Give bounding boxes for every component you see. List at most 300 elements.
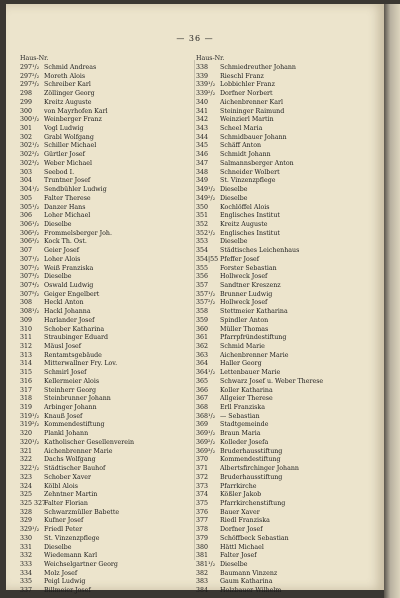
list-item [20,387,200,396]
list-item [196,125,376,134]
house-number: 302¹/₂ [20,142,40,150]
list-item [196,517,376,526]
left-entry-list [20,64,200,596]
resident-name: Schäff Anton [220,142,262,150]
house-number: 379 [196,534,209,542]
resident-name: Schöffbeck Sebastian [220,534,289,542]
resident-name: Heckl Anton [44,299,84,307]
list-item [20,247,200,256]
house-number: 354 [196,247,209,255]
house-number: 363 [196,351,209,359]
list-item [196,142,376,151]
list-item [196,221,376,230]
house-number: 305¹/₂ [20,203,40,211]
list-item [20,334,200,343]
list-item [20,282,200,291]
list-item [20,186,200,195]
list-item [20,108,200,117]
house-number: 333 [20,560,33,568]
house-number: 346 [196,151,209,159]
resident-name: Danzer Hans [44,203,86,211]
resident-name: Städtischer Bauhof [44,465,106,473]
resident-name: Mitterwallner Fry. Lov. [44,360,118,368]
list-item [196,456,376,465]
resident-name: Schober Xaver [44,473,91,481]
house-number: 315 [20,369,33,377]
house-number: 342 [196,116,209,124]
house-number: 339 [196,72,209,80]
list-item [20,535,200,544]
resident-name: Lettenbauer Marie [220,369,281,377]
resident-name: Gürtler Josef [44,151,85,159]
list-item [20,517,200,526]
house-number: 302²/₂ [20,151,40,159]
resident-name: Aichenbrenner Marie [44,447,113,455]
house-number: 320¹/₂ [20,438,40,446]
house-number: 324 [20,482,33,490]
list-item [20,369,200,378]
house-number: 318 [20,395,33,403]
house-number: 322¹/₂ [20,465,40,473]
right-entry-list [196,64,376,596]
house-number: 368¹/₂ [196,412,216,420]
house-number: 366 [196,386,209,394]
list-item [20,81,200,90]
resident-name: Grabl Wolfgang [44,133,94,141]
resident-name: Englisches Institut [220,212,280,220]
list-item [20,587,200,596]
house-number: 349 [196,177,209,185]
list-item [20,483,200,492]
list-item [196,360,376,369]
house-number: 357 [196,281,209,289]
resident-name: Schmidt Johann [220,151,271,159]
list-item [196,195,376,204]
list-item [20,509,200,518]
resident-name: Bruderhausstiftung [220,447,283,455]
resident-name: Pfarrkirche [220,482,257,490]
list-item [196,404,376,413]
list-item [20,317,200,326]
house-number: 325 327 [20,499,47,507]
house-number: 319¹/₂ [20,412,40,420]
right-column-header: Haus-Nr. [196,55,225,62]
list-item [20,343,200,352]
resident-name: Städtisches Leichenhaus [220,247,300,255]
list-item [196,552,376,561]
house-number: 369¹/₂ [196,430,216,438]
list-item [196,578,376,587]
resident-name: Haller Georg [220,360,262,368]
resident-name: Sandtner Kreszenz [220,281,281,289]
resident-name: Steinherr Georg [44,386,97,394]
list-item [196,177,376,186]
house-number: 299 [20,98,33,106]
list-item [20,544,200,553]
list-item [196,561,376,570]
list-item [196,186,376,195]
list-item [196,535,376,544]
resident-name: Steininger Raimund [220,107,285,115]
house-number: 312 [20,343,33,350]
house-number: 343 [196,125,209,133]
list-item [20,73,200,82]
resident-name: Pfarrpfründestiftung [220,334,287,342]
house-number: 300¹/₂ [20,116,40,124]
list-item [196,378,376,387]
house-number: 307¹/₂ [20,255,40,263]
resident-name: Kellermeier Alois [44,377,100,385]
resident-name: Schmiedreuther Johann [220,64,296,71]
house-number: 306²/₂ [20,229,40,237]
list-item [196,326,376,335]
list-item [20,448,200,457]
left-column [20,54,200,596]
resident-name: Riedl Franziska [220,517,270,525]
resident-name: Schneider Wolbert [220,168,280,176]
list-item [196,474,376,483]
resident-name: Weinzierl Martin [220,116,274,124]
list-item [196,282,376,291]
resident-name: Holzbauer Wilhelm [220,587,282,595]
house-number: 302³/₂ [20,159,40,167]
resident-name: Geier Josef [44,247,80,255]
house-number: 384 [196,587,209,595]
house-number: 329¹/₂ [20,526,40,534]
house-number: 371 [196,465,209,473]
house-number: 307 [20,247,33,255]
resident-name: Billmeier Josef [44,587,91,595]
list-item [20,99,200,108]
resident-name: Geiger Engelbert [44,290,100,298]
house-number: 338 [196,64,209,71]
list-item [20,526,200,535]
list-item [20,360,200,369]
house-number: 353 [196,238,209,246]
list-item [20,134,200,143]
house-number: 325 [20,491,33,499]
page-number: — 36 — [176,34,214,43]
resident-name: — Sebastian [220,412,260,420]
resident-name: Oswald Ludwig [44,281,94,289]
house-number: 357²/₂ [196,299,216,307]
resident-name: Hollweck Josef [220,273,268,281]
list-item [196,64,376,73]
list-item [196,134,376,143]
list-item [196,413,376,422]
list-item [196,395,376,404]
resident-name: Kufner Josef [44,517,84,525]
list-item [196,247,376,256]
house-number: 303 [20,168,33,176]
resident-name: Schiller Michael [44,142,97,150]
house-number: 319²/₂ [20,421,40,429]
list-item [20,465,200,474]
resident-name: St. Vinzenzpflege [44,534,100,542]
house-number: 381 [196,552,209,560]
list-item [196,204,376,213]
resident-name: Kommendestiftung [44,421,105,429]
resident-name: Forster Sebastian [220,264,277,272]
house-number: 355 [196,264,209,272]
resident-name: Braun Maria [220,430,261,438]
list-item [196,509,376,518]
resident-name: Knauß Josef [44,412,83,420]
resident-name: Allgeier Therese [220,395,273,403]
resident-name: Lobbichler Franz [220,81,275,89]
list-item [196,160,376,169]
resident-name: Kolleder Josefa [220,438,269,446]
house-number: 359 [196,316,209,324]
resident-name: Mäusl Josef [44,343,82,350]
resident-name: Weinberger Franz [44,116,102,124]
list-item [196,526,376,535]
right-column [196,54,376,596]
resident-name: Frommelsberger Joh. [44,229,112,237]
list-item [20,395,200,404]
list-item [20,169,200,178]
house-number: 352 [196,220,209,228]
resident-name: Kochlöffel Alois [220,203,270,211]
resident-name: Falter Florian [44,499,88,507]
resident-name: Straubinger Eduard [44,334,109,342]
resident-name: Rentamtsgebäude [44,351,102,359]
list-item [20,326,200,335]
list-item [20,430,200,439]
resident-name: Aichenbrenner Karl [220,98,284,106]
house-number: 306³/₂ [20,238,40,246]
house-number: 350 [196,203,209,211]
resident-name: Pfeffer Josef [220,255,260,263]
house-number: 370 [196,456,209,464]
resident-name: Kommendestiftung [220,456,281,464]
house-number: 340 [196,98,209,106]
list-item [196,238,376,247]
list-item [20,204,200,213]
house-number: 339²/₂ [196,90,216,98]
resident-name: Weichselgartner Georg [44,560,118,568]
house-number: 373 [196,482,209,490]
list-item [20,421,200,430]
resident-name: Zehntner Martin [44,491,98,499]
list-item [20,230,200,239]
list-item [20,212,200,221]
house-number: 307²/₂ [20,264,40,272]
house-number: 369³/₂ [196,447,216,455]
resident-name: Gaum Katharina [220,578,273,586]
resident-name: Truntner Josef [44,177,91,185]
resident-name: Stettmeier Katharina [220,308,288,316]
list-item [196,90,376,99]
house-number: 306¹/₂ [20,220,40,228]
list-item [20,125,200,134]
resident-name: Kreitz Auguste [44,98,92,106]
house-number: 308¹/₂ [20,308,40,316]
list-item [196,265,376,274]
list-item [20,177,200,186]
resident-name: Brunner Ludwig [220,290,273,298]
resident-name: Wiedemann Karl [44,552,98,560]
house-number: 375 [196,499,209,507]
list-item [20,256,200,265]
resident-name: Bauer Xaver [220,508,260,516]
list-item [196,99,376,108]
house-number: 310 [20,325,33,333]
house-number: 367 [196,395,209,403]
house-number: 297¹/₂ [20,64,40,71]
house-number: 349²/₂ [196,194,216,202]
list-item [196,230,376,239]
list-item [196,73,376,82]
house-number: 328 [20,508,33,516]
house-number: 316 [20,377,33,385]
list-item [20,456,200,465]
resident-name: Pfarrkirchenstiftung [220,499,286,507]
house-number: 344 [196,133,209,141]
list-item [196,483,376,492]
house-number: 358 [196,308,209,316]
resident-name: Schober Katharina [44,325,105,333]
list-item [20,160,200,169]
list-item [196,256,376,265]
list-item [196,151,376,160]
house-number: 345 [196,142,209,150]
resident-name: Stadtgemeinde [220,421,269,429]
resident-name: Erll Franziska [220,404,265,412]
house-number: 323 [20,473,33,481]
house-number: 347 [196,159,209,167]
house-number: 337 [20,587,33,595]
house-number: 356 [196,273,209,281]
house-number: 301 [20,125,33,133]
house-number: 339¹/₂ [196,81,216,89]
list-item [20,116,200,125]
list-item [196,421,376,430]
house-number: 332 [20,552,33,560]
list-item [196,369,376,378]
resident-name: Rieschl Franz [220,72,264,80]
list-item [20,142,200,151]
list-item [196,169,376,178]
house-number: 382 [196,569,209,577]
house-number: 307³/₂ [20,273,40,281]
house-number: 311 [20,334,33,342]
list-item [196,439,376,448]
resident-name: Schwarz Josef u. Weber Therese [220,377,324,385]
house-number: 314 [20,360,33,368]
resident-name: Schmid Marie [220,343,265,350]
resident-name: Scheel Maria [220,125,263,133]
list-item [20,378,200,387]
house-number: 300 [20,107,33,115]
resident-name: Hackl Johanna [44,308,91,316]
house-number: 376 [196,508,209,516]
list-item [20,238,200,247]
house-number: 369²/₂ [196,438,216,446]
list-item [196,465,376,474]
resident-name: Dachs Wolfgang [44,456,96,464]
book-gutter [384,4,400,598]
house-number: 381¹/₂ [196,560,216,568]
house-number: 348 [196,168,209,176]
resident-name: Molz Josef [44,569,78,577]
resident-name: Falter Josef [220,552,257,560]
house-number: 322 [20,456,33,464]
resident-name: Sendbühler Ludwig [44,186,107,194]
list-item [196,273,376,282]
resident-name: von Mayrhofen Karl [44,107,108,115]
resident-name: Englisches Institut [220,229,280,237]
house-number: 365 [196,377,209,385]
resident-name: Dieselbe [220,238,248,246]
house-number: 352¹/₂ [196,229,216,237]
house-number: 319 [20,404,33,412]
resident-name: Schmid Andreas [44,64,97,71]
resident-name: Salmannsberger Anton [220,159,294,167]
resident-name: Katholischer Gesellenverein [44,438,135,446]
resident-name: Zöllinger Georg [44,90,95,98]
resident-name: Friedl Peter [44,526,83,534]
list-item [20,561,200,570]
resident-name: Dieselbe [220,560,248,568]
list-item [196,343,376,352]
resident-name: Vogl Ludwig [44,125,84,133]
list-item [20,500,200,509]
list-item [196,81,376,90]
list-item [20,413,200,422]
resident-name: Dieselbe [44,273,72,281]
house-number: 304¹/₂ [20,186,40,194]
house-number: 313 [20,351,33,359]
house-number: 349¹/₂ [196,186,216,194]
house-number: 307⁴/₂ [20,281,40,289]
house-number: 317 [20,386,33,394]
list-item [196,108,376,117]
house-number: 308 [20,299,33,307]
resident-name: Schmidbauer Johann [220,133,287,141]
house-number: 374 [196,491,209,499]
resident-name: Seebod I. [44,168,75,176]
house-number: 354|55 [196,255,219,263]
list-item [196,387,376,396]
house-number: 383 [196,578,209,586]
house-number: 361 [196,334,209,342]
list-item [20,195,200,204]
list-item [196,308,376,317]
resident-name: Spindler Anton [220,316,269,324]
resident-name: Aichenbrenner Marie [220,351,289,359]
resident-name: Kößler Jakob [220,491,262,499]
house-number: 297³/₂ [20,81,40,89]
resident-name: Loher Alois [44,255,81,263]
house-number: 364¹/₂ [196,369,216,377]
resident-name: Baumann Vinzenz [220,569,278,577]
resident-name: Kock Th. Ost. [44,238,87,246]
resident-name: Schwarzmüller Babette [44,508,120,516]
house-number: 372 [196,473,209,481]
house-number: 331 [20,543,33,551]
house-number: 351 [196,212,209,220]
house-number: 297²/₂ [20,72,40,80]
resident-name: Kreitz Auguste [220,220,268,228]
list-item [20,151,200,160]
resident-name: Hollweck Josef [220,299,268,307]
list-item [20,474,200,483]
house-number: 302 [20,133,33,141]
resident-name: Dieselbe [220,186,248,194]
house-number: 357¹/₂ [196,290,216,298]
list-item [196,544,376,553]
